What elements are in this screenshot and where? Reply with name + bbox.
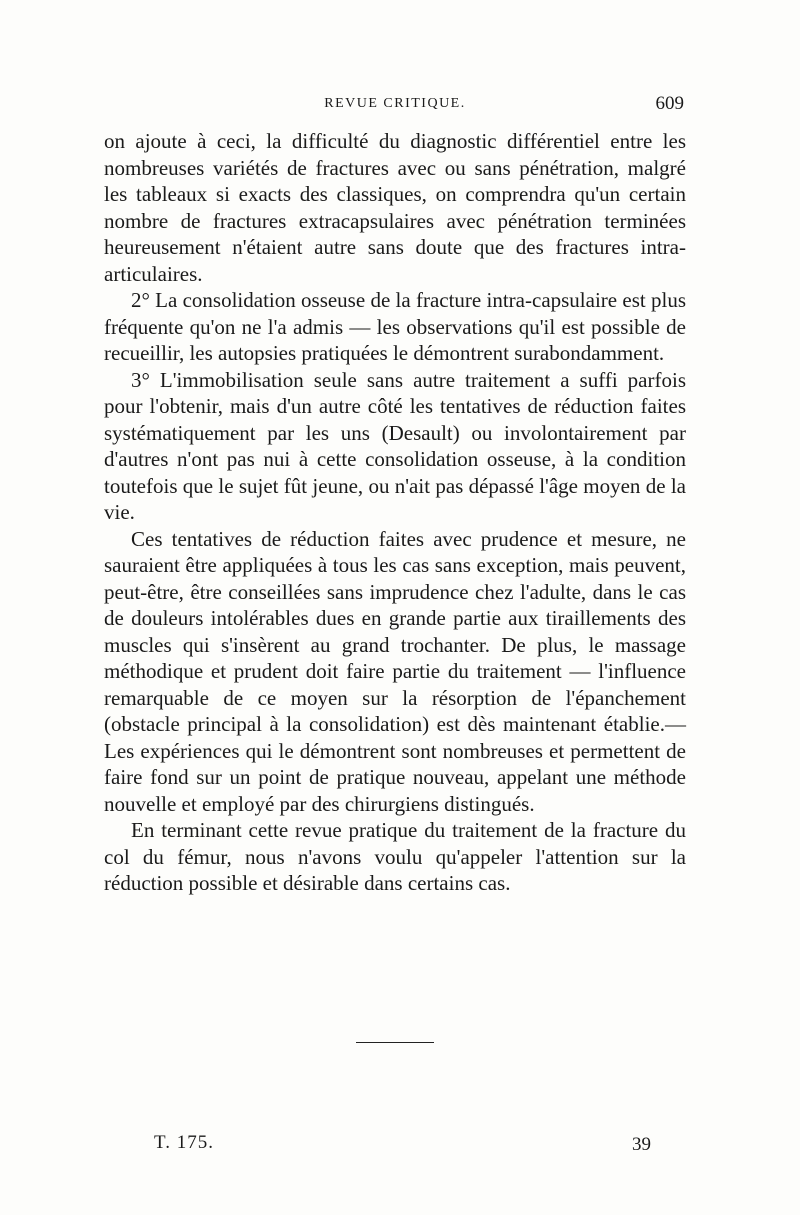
paragraph-point-3: 3° L'immobilisation seule sans autre traitement a suffi parfois pour l'obtenir, mais d'un autre côté les tentatives de réduction faites systématiquement par les uns (Desault) ou involontairement par d'autres n'ont pas nui à cette consolidation osseuse, à la condition toutefois que le sujet fût jeune, ou n'ait pas dépassé l'âge moyen de la vie.: [104, 367, 686, 524]
paragraph-reduction: Ces tentatives de réduction faites avec prudence et mesure, ne sauraient être appliquées à tous les cas sans exception, mais peuvent, peut-être, être conseillées sans imprudence chez l'adulte, dans le cas de douleurs intolérables dues en grande partie aux tiraillements des muscles qui s'insèrent au grand trochanter. De plus, le massage méthodique et prudent doit faire partie du traitement — l'influence remarquable de ce moyen sur la résorption de l'épanchement (obstacle principal à la consolidation) est dès maintenant établie.—Les expériences qui le démontrent sont nombreuses et permettent de faire fond sur un point de pratique nouveau, appelant une méthode nouvelle et employé par des chirurgiens distingués.: [104, 526, 686, 816]
paragraph-point-2: 2° La consolidation osseuse de la fracture intra-capsulaire est plus fréquente qu'on ne l'a admis — les observations qu'il est possible de recueillir, les autopsies pratiquées le démontrent surabondamment.: [104, 288, 686, 365]
paragraph-continuation: on ajoute à ceci, la difficulté du diagnostic différentiel entre les nombreuses variétés de fractures avec ou sans pénétration, malgré les tableaux si exacts des classiques, on comprendra qu'un certain nombre de fractures extracapsulaires avec pénétration terminées heureusement n'étaient autre sans doute que des fractures intra-articulaires.: [104, 129, 686, 286]
body-text: [104, 128, 686, 897]
sheet-number: 39: [632, 1134, 651, 1155]
paragraph-conclusion: En terminant cette revue pratique du traitement de la fracture du col du fémur, nous n'avons voulu qu'appeler l'attention sur la réduction possible et désirable dans certains cas.: [104, 818, 686, 895]
running-title: REVUE CRITIQUE.: [324, 96, 466, 111]
page-number: 609: [655, 93, 684, 114]
running-head: [106, 93, 684, 120]
closing-rule: [356, 1042, 434, 1043]
signature-mark: T. 175.: [154, 1132, 214, 1153]
